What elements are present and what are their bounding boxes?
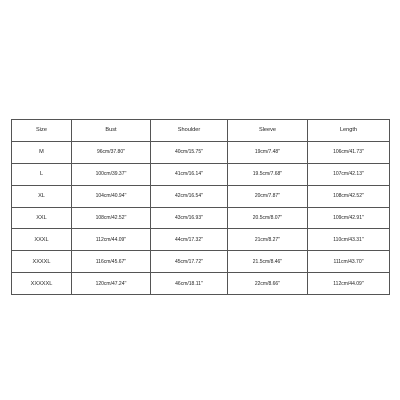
table-row	[11, 207, 390, 229]
bust-cell: 120cm/47.24''	[71, 272, 150, 295]
bust-cell: 96cm/37.80''	[71, 141, 150, 163]
length-cell: 111cm/43.70''	[307, 250, 390, 272]
shoulder-cell: 45cm/17.72''	[150, 250, 227, 272]
size-cell: XL	[11, 185, 71, 207]
size-cell: XXXL	[11, 228, 71, 250]
table-row	[11, 141, 390, 163]
sleeve-cell: 19cm/7.48''	[227, 141, 307, 163]
shoulder-cell: 41cm/16.14''	[150, 163, 227, 185]
header-sleeve: Sleeve	[227, 119, 307, 141]
bust-cell: 116cm/45.67''	[71, 250, 150, 272]
size-cell: XXXXL	[11, 250, 71, 272]
header-shoulder: Shoulder	[150, 119, 227, 141]
size-cell: L	[11, 163, 71, 185]
bust-cell: 100cm/39.37''	[71, 163, 150, 185]
shoulder-cell: 44cm/17.32''	[150, 228, 227, 250]
size-chart-table	[11, 119, 390, 295]
sleeve-cell: 20cm/7.87''	[227, 185, 307, 207]
shoulder-cell: 43cm/16.93''	[150, 207, 227, 229]
sleeve-cell: 21cm/8.27''	[227, 228, 307, 250]
bust-cell: 104cm/40.94''	[71, 185, 150, 207]
header-row	[11, 119, 390, 141]
sleeve-cell: 22cm/8.66''	[227, 272, 307, 295]
sleeve-cell: 20.5cm/8.07''	[227, 207, 307, 229]
length-cell: 109cm/42.91''	[307, 207, 390, 229]
table-row	[11, 228, 390, 250]
table-row	[11, 163, 390, 185]
length-cell: 108cm/42.52''	[307, 185, 390, 207]
shoulder-cell: 40cm/15.75''	[150, 141, 227, 163]
sleeve-cell: 19.5cm/7.68''	[227, 163, 307, 185]
length-cell: 107cm/42.13''	[307, 163, 390, 185]
shoulder-cell: 42cm/16.54''	[150, 185, 227, 207]
size-cell: XXXXXL	[11, 272, 71, 295]
length-cell: 110cm/43.31''	[307, 228, 390, 250]
size-cell: XXL	[11, 207, 71, 229]
header-size: Size	[11, 119, 71, 141]
bust-cell: 112cm/44.09''	[71, 228, 150, 250]
table-row	[11, 185, 390, 207]
length-cell: 112cm/44.09''	[307, 272, 390, 295]
table-row	[11, 272, 390, 295]
header-length: Length	[307, 119, 390, 141]
length-cell: 106cm/41.73''	[307, 141, 390, 163]
sleeve-cell: 21.5cm/8.46''	[227, 250, 307, 272]
table-row	[11, 250, 390, 272]
shoulder-cell: 46cm/18.11''	[150, 272, 227, 295]
header-bust: Bust	[71, 119, 150, 141]
bust-cell: 108cm/42.52''	[71, 207, 150, 229]
size-cell: M	[11, 141, 71, 163]
